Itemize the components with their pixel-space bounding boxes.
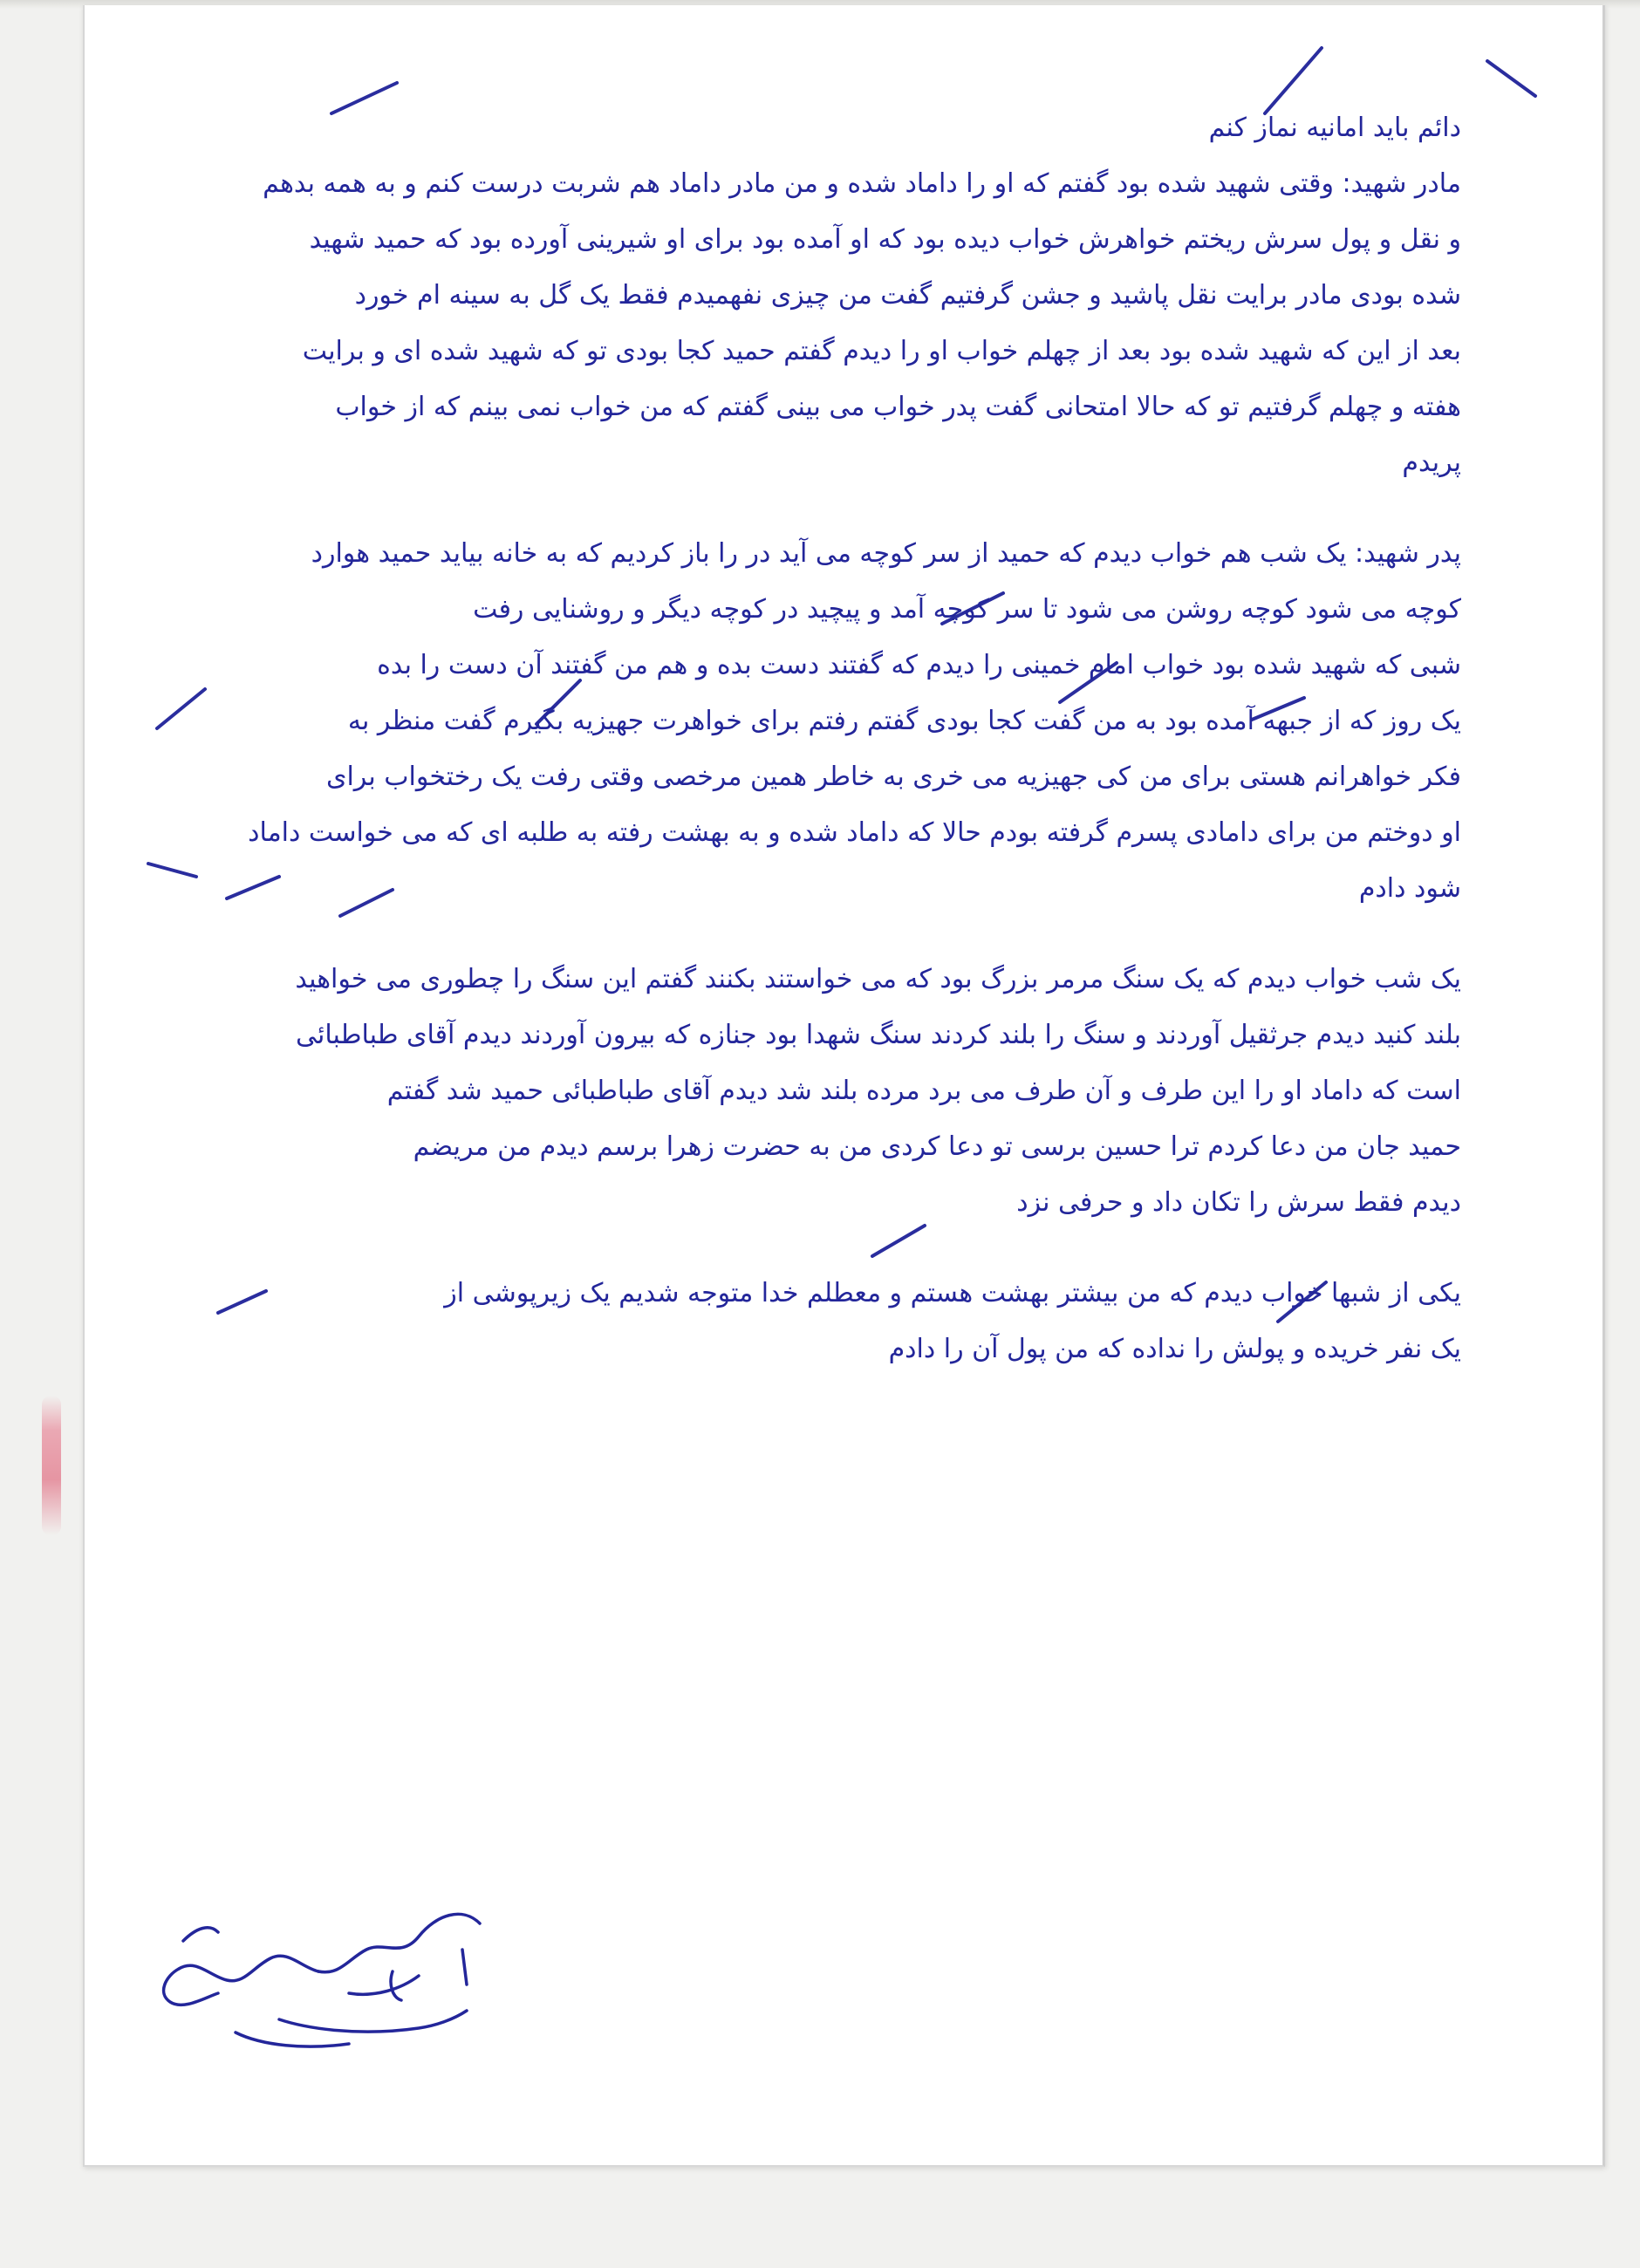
text-line: دیدم فقط سرش را تکان داد و حرفی نزد	[1016, 1187, 1461, 1218]
text-line: یک نفر خریده و پولش را نداده که من پول آن را دادم	[888, 1334, 1461, 1364]
text-line: مادر شهید: وقتی شهید شده بود گفتم که او را داماد شده و من مادر داماد هم شربت درست کنم و به همه بدهم	[263, 168, 1461, 199]
text-line: بعد از این که شهید شده بود بعد از چهلم خواب او را دیدم گفتم حمید کجا بودی تو که شهید شده ای و برایت	[302, 336, 1461, 366]
text-line: و نقل و پول سرش ریختم خواهرش خواب دیده بود که او آمده بود برای او شیرینی آورده بود که حمید شهید	[309, 224, 1461, 255]
text-line: پدر شهید: یک شب هم خواب دیدم که حمید از سر کوچه می آید در را باز کردیم که به خانه بیاید حمید هوارد	[311, 538, 1461, 569]
handwritten-signature	[131, 1889, 497, 2054]
text-line: بلند کنید دیدم جرثقیل آوردند و سنگ را بلند کردند سنگ شهدا بود جنازه که بیرون آوردند دیدم آقای طباطبائی	[296, 1020, 1461, 1050]
text-line: او دوختم من برای دامادی پسرم گرفته بودم حالا که داماد شده و به بهشت رفته به طلبه ای که می خواست داماد	[248, 817, 1461, 848]
text-line: پریدم	[1402, 447, 1461, 478]
text-line: شود دادم	[1358, 873, 1461, 904]
text-line: دائم باید امانیه نماز کنم	[1208, 113, 1461, 143]
text-line: کوچه می شود کوچه روشن می شود تا سر کوچه آمد و پیچید در کوچه دیگر و روشنایی رفت	[473, 594, 1461, 625]
text-line: هفته و چهلم گرفتیم تو که حالا امتحانی گفت پدر خواب می بینی گفتم که من خواب نمی بینم که از خواب	[335, 392, 1461, 422]
letter-body	[100, 100, 1461, 1377]
red-ink-smudge	[42, 1396, 61, 1535]
text-line: فکر خواهرانم هستی برای من کی جهیزیه می خری به خاطر همین مرخصی وقتی رفت یک رختخواب برای	[325, 762, 1461, 792]
text-line: شده بودی مادر برایت نقل پاشید و جشن گرفتیم گفت من چیزی نفهمیدم فقط یک گل به سینه ام خورد	[354, 280, 1461, 311]
text-line: یک روز که از جبهه آمده بود به من گفت کجا بودی گفتم رفتم برای خواهرت جهیزیه بگیرم گفت منظر به	[347, 706, 1461, 736]
text-line: یکی از شبها خواب دیدم که من بیشتر بهشت هستم و معطلم خدا متوجه شدیم یک زیرپوشی از	[444, 1278, 1461, 1308]
text-line: حمید جان من دعا کردم ترا حسین برسی تو دعا کردی من به حضرت زهرا برسم دیدم من مریضم	[413, 1131, 1461, 1162]
text-line: است که داماد او را این طرف و آن طرف می برد مرده بلند شد دیدم آقای طباطبائی حمید شد گفتم	[386, 1076, 1461, 1106]
text-line: شبی که شهید شده بود خواب امام خمینی را دیدم که گفتند دست بده و هم من گفتند آن دست را بده	[377, 650, 1461, 680]
text-line: یک شب خواب دیدم که یک سنگ مرمر بزرگ بود که می خواستند بکنند گفتم این سنگ را چطوری می خواهید	[295, 964, 1461, 994]
